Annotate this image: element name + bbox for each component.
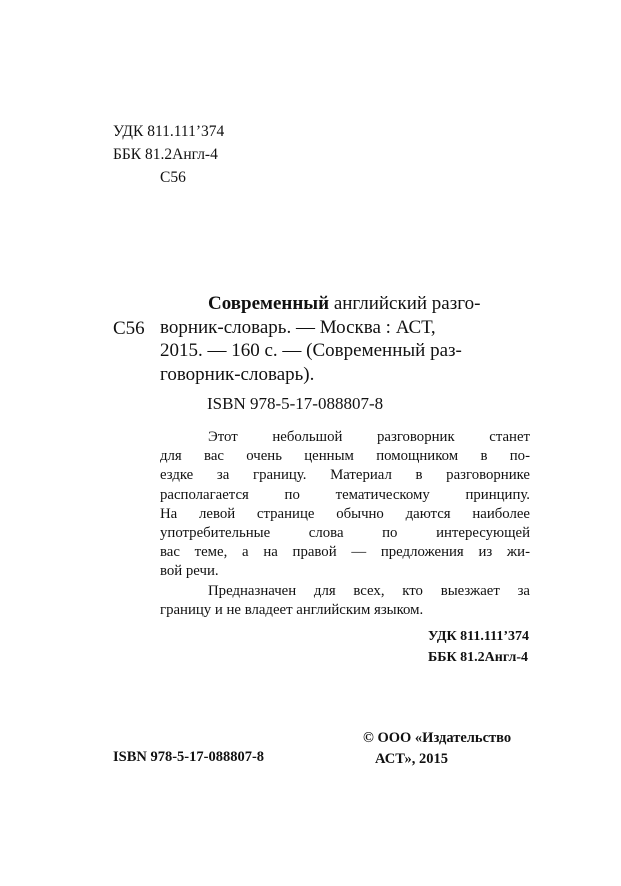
copyright-notice — [363, 728, 511, 770]
top-classification-codes — [113, 120, 224, 189]
isbn-main: ISBN 978-5-17-088807-8 — [207, 394, 384, 413]
annotation-line: ездке за границу. Материал в разговорнике — [160, 467, 530, 484]
title-line-1-rest: английский разго- — [329, 293, 481, 314]
copyright-line-1: © ООО «Издательство — [363, 730, 512, 746]
title-line-1 — [160, 292, 530, 316]
isbn-bottom: ISBN 978-5-17-088807-8 — [113, 749, 265, 765]
author-mark: С56 — [113, 318, 145, 339]
bbk-code: ББК 81.2Англ-4 — [113, 146, 218, 163]
bbk-code-bottom: ББК 81.2Англ-4 — [428, 650, 529, 665]
annotation-line: вас теме, а на правой — предложения из жи- — [160, 544, 530, 561]
annotation-line: Этот небольшой разговорник станет — [208, 429, 530, 445]
annotation-line: располагается по тематическому принципу. — [160, 486, 530, 503]
title-bold: Современный — [208, 293, 330, 314]
udk-code: УДК 811.111’374 — [113, 123, 225, 140]
copyright-line-2: АСТ», 2015 — [375, 751, 449, 767]
annotation-line: для вас очень ценным помощником в по- — [160, 448, 530, 465]
annotation-line: вой речи. — [160, 563, 219, 580]
annotation-line: Предназначен для всех, кто выезжает за — [208, 582, 530, 599]
bottom-classification-codes — [428, 626, 529, 668]
title-line-4: говорник-словарь). — [160, 363, 315, 385]
annotation-line: На левой странице обычно даются наиболее — [160, 505, 530, 522]
udk-code-bottom: УДК 811.111’374 — [428, 629, 529, 644]
annotation — [160, 428, 530, 620]
title-line-2: ворник-словарь. — Москва : АСТ, — [160, 316, 436, 338]
bibliographic-record — [160, 292, 530, 386]
annotation-line: употребительные слова по интересующей — [160, 525, 530, 542]
title-line-3: 2015. — 160 с. — (Современный раз- — [160, 340, 462, 361]
annotation-line: границу и не владеет английским языком. — [160, 601, 424, 618]
author-mark-top: С56 — [160, 169, 186, 186]
